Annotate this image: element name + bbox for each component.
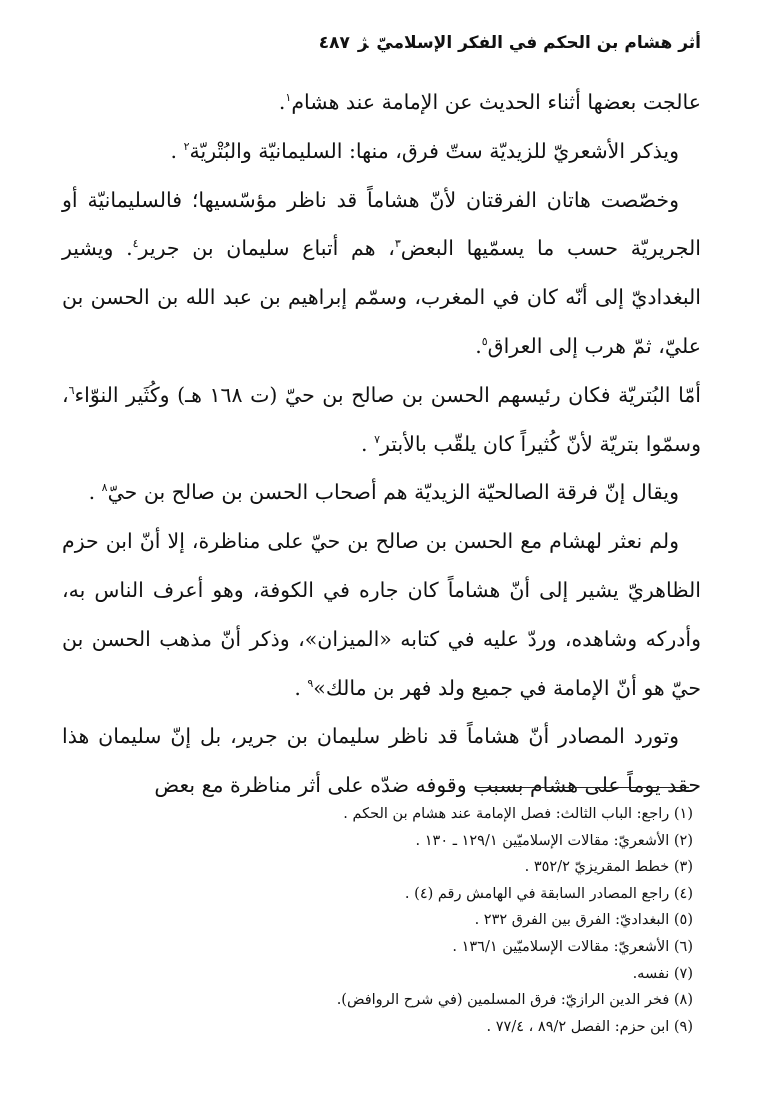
paragraph-3: وخصّصت هاتان الفرقتان لأنّ هشاماً قد ناظر مؤسّسيها؛ فالسليمانيّة أو الجريريّة حسب ما يسمّيها البعض$^٣$، هم أتباع سليمان بن جرير$^٤$. ويشير البغداديّ إلى أنّه كان في المغرب، وسمّم إبراهيم بن عبد الله بن الحسن بن عليّ، ثمّ هرب إلى العراق$^٥$.: [62, 187, 701, 358]
footnote-5: (٥) البغداديّ: الفرق بين الفرق ٢٣٢ .: [474, 912, 693, 929]
footnote-1: (١) راجع: الباب الثالث: فصل الإمامة عند هشام بن الحكم .: [343, 806, 693, 822]
paragraph-7: وتورد المصادر أنّ هشاماً قد ناظر سليمان بن جرير، بل إنّ سليمان هذا حقد يوماً على هشام بسبب وقوفه ضدّه على أثر مناظرة مع بعض: [62, 724, 701, 798]
header-separator: ﮋ: [357, 33, 369, 53]
footnote-2: (٢) الأشعريّ: مقالات الإسلاميّين ١٢٩/١ ـ ١٣٠ .: [415, 832, 693, 849]
footnote-3: (٣) خطط المقريزيّ ٣٥٢/٢ .: [524, 859, 693, 876]
footnote-6: (٦) الأشعريّ: مقالات الإسلاميّين ١٣٦/١ .: [452, 938, 693, 955]
paragraph-5: ويقال إنّ فرقة الصالحيّة الزيديّة هم أصحاب الحسن بن صالح بن حيّ$^٨$ .: [88, 480, 679, 505]
main-text: [62, 78, 701, 810]
paragraph-4: أمّا البُتريّة فكان رئيسهم الحسن بن صالح بن حيّ (ت ١٦٨ هـ) وكُثَير النوّاء$^٦$، وسمّوا بتريّة لأنّ كُثيراً كان يلقّب بالأبتر$^٧$ .: [62, 382, 701, 456]
footnote-7: (٧) نفسه.: [632, 965, 693, 982]
footnote-ref[interactable]: ٤: [132, 237, 139, 251]
footnote-ref[interactable]: ٧: [374, 432, 380, 446]
footnote-ref[interactable]: ١: [285, 91, 292, 105]
footnote-ref[interactable]: ٥: [481, 335, 488, 349]
footnote-ref[interactable]: ٦: [68, 383, 75, 397]
paragraph-1: عالجت بعضها أثناء الحديث عن الإمامة عند هشام$^١$.: [278, 90, 701, 114]
footnote-4: (٤) راجع المصادر السابقة في الهامش رقم (٤) .: [404, 885, 693, 902]
paragraph-2: ويذكر الأشعريّ للزيديّة ستّ فرق، منها: السليمانيّة والبُتْريّة$^٢$ .: [170, 138, 679, 163]
page-number: ٤٨٧: [318, 33, 350, 53]
running-header: [62, 28, 701, 58]
footnote-9: (٩) ابن حزم: الفصل ٨٩/٢ ، ٧٧/٤ .: [486, 1018, 693, 1035]
footnote-8: (٨) فخر الدين الرازيّ: فرق المسلمين (في شرح الروافض).: [336, 992, 693, 1009]
footnote-ref[interactable]: ٢: [183, 139, 190, 153]
footnotes-list: [62, 801, 693, 1040]
paragraph-6: ولم نعثر لهشام مع الحسن بن صالح بن حيّ على مناظرة، إلا أنّ ابن حزم الظاهريّ يشير إلى أنّ هشاماً كان جاره في الكوفة، وهو أعرف الناس به، وأدركه وشاهده، وردّ عليه في كتابه «الميزان»، وذكر أنّ مذهب الحسن بن حيّ هو أنّ الإمامة في جميع ولد فهر بن مالك»$^٩$ .: [62, 529, 701, 700]
footnote-ref[interactable]: ٣: [394, 237, 401, 251]
footnote-ref[interactable]: ٨: [101, 481, 108, 495]
footnote-divider: [476, 787, 689, 788]
footnote-ref[interactable]: ٩: [307, 676, 314, 690]
header-title: أثر هشام بن الحكم في الفكر الإسلاميّ: [376, 33, 701, 53]
